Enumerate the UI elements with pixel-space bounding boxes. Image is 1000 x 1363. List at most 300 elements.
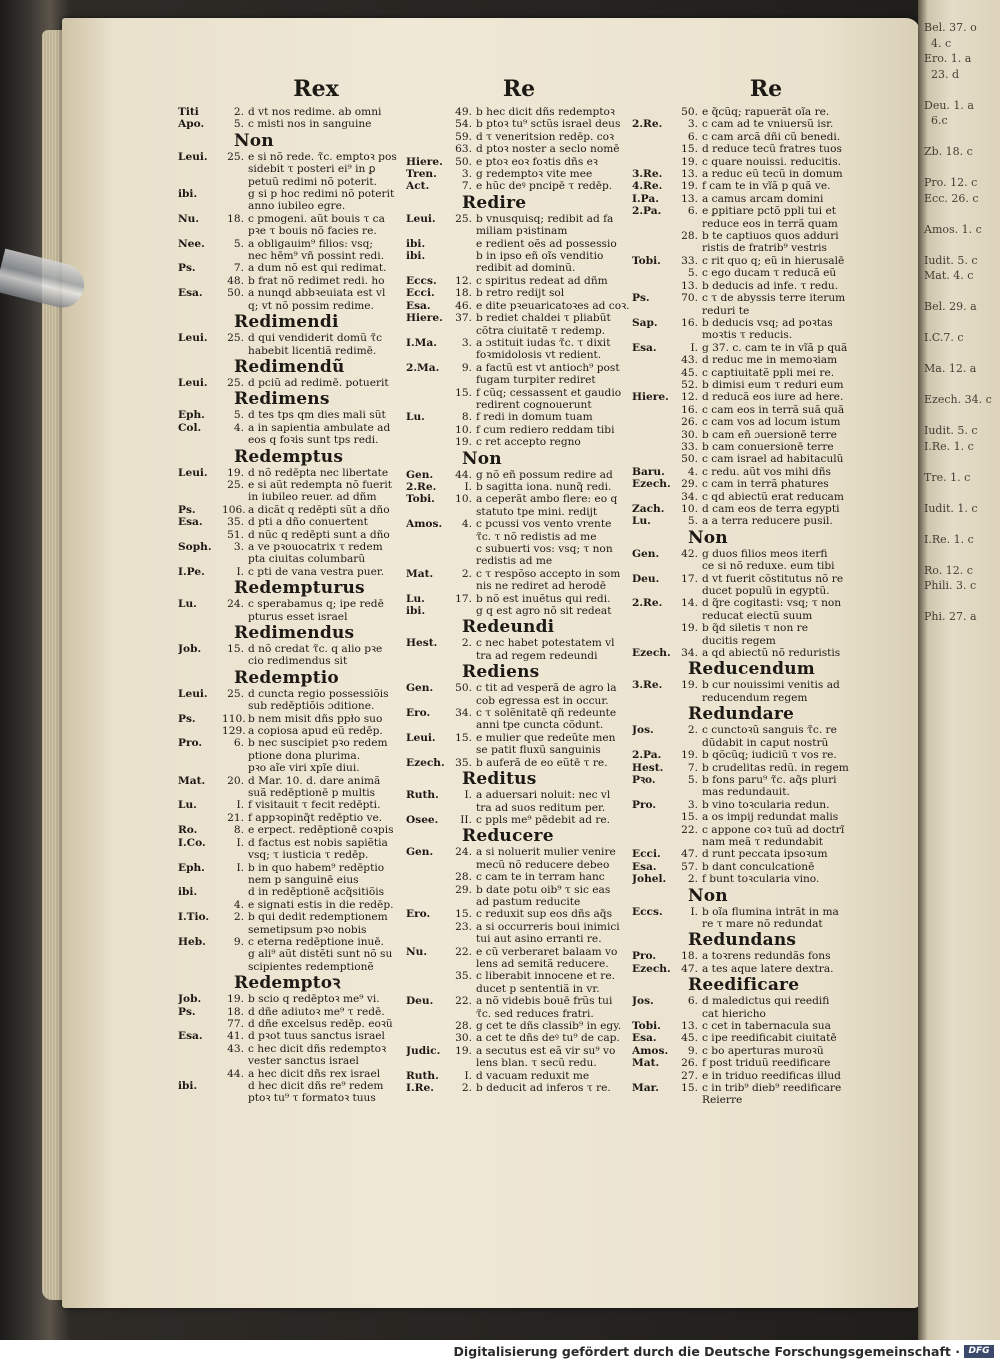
quotation-text: d dñe adiutoꝛ me⁹ τ redē. xyxy=(248,1005,385,1018)
quotation-text: a si occurreris boui inimici xyxy=(476,920,620,933)
chapter-number: 13. xyxy=(681,168,698,181)
book-reference: Ps. xyxy=(178,503,196,516)
quotation-text: c subuerti vos: vsq; τ non xyxy=(476,543,613,555)
quotation-text: b ptoꝛ tu⁹ sctũs israel deus xyxy=(476,118,621,131)
book-reference xyxy=(406,118,450,130)
book-reference xyxy=(406,1057,450,1069)
chapter-number: 3. xyxy=(461,336,472,349)
quotation-text: nec hēm⁹ vñ possint redi. xyxy=(248,250,385,263)
column-3 xyxy=(632,72,860,1107)
concordance-line xyxy=(178,862,404,874)
chapter-number: 34. xyxy=(681,490,698,503)
chapter-number: 19. xyxy=(455,436,472,449)
chapter-number xyxy=(450,1057,476,1069)
book-reference xyxy=(406,958,450,970)
concordance-line xyxy=(406,180,632,192)
quotation-text: c cam ad te vniuersũ isr. xyxy=(702,118,834,131)
book-reference xyxy=(178,750,222,762)
chapter-number xyxy=(450,802,476,814)
quotation-text: f appꝛopinq̃t redēptio ve. xyxy=(248,811,383,824)
book-reference: Nee. xyxy=(178,237,205,250)
concordance-line xyxy=(632,515,860,527)
quotation-text: b vino toꝛcularia redun. xyxy=(702,798,830,811)
chapter-number: 18. xyxy=(227,1005,244,1018)
book-reference xyxy=(632,305,676,317)
chapter-number: 2. xyxy=(233,106,244,118)
book-reference xyxy=(406,580,450,592)
headword: Redimendi xyxy=(234,312,339,333)
chapter-number: 16. xyxy=(681,316,698,329)
quotation-text: f post triduũ reedificare xyxy=(702,1057,831,1070)
concordance-line xyxy=(632,193,860,205)
quotation-text: b q̃d siletis τ non re xyxy=(702,622,808,635)
quotation-text: eos q foꝛis sunt tps redi. xyxy=(248,434,379,447)
chapter-number: 13. xyxy=(681,279,698,292)
book-reference: Leui. xyxy=(178,687,208,700)
chapter-number xyxy=(676,1008,702,1020)
concordance-line xyxy=(632,441,860,453)
concordance-line xyxy=(178,151,404,163)
book-reference xyxy=(406,933,450,945)
chapter-number xyxy=(676,560,702,572)
concordance-line xyxy=(406,493,632,505)
book-reference: Jos. xyxy=(632,724,654,737)
book-reference: Pro. xyxy=(632,798,657,811)
book-reference xyxy=(178,163,222,175)
chapter-number: 43. xyxy=(681,354,698,367)
concordance-line xyxy=(632,131,860,143)
chapter-number xyxy=(676,836,702,848)
book-reference xyxy=(632,560,676,572)
quotation-text: d Mar. 10. d. dare animã xyxy=(248,774,381,787)
concordance-line xyxy=(178,409,404,421)
book-reference: Esa. xyxy=(406,299,431,312)
chapter-number: 2. xyxy=(461,567,472,580)
book-reference xyxy=(178,225,222,237)
book-reference: Sap. xyxy=(632,316,658,329)
chapter-number xyxy=(450,262,476,274)
quotation-text: a ceperãt ambo flere: eo q xyxy=(476,493,618,506)
book-reference xyxy=(632,635,676,647)
book-reference: Titi xyxy=(178,106,199,118)
concordance-line xyxy=(406,1020,632,1032)
book-reference xyxy=(406,225,450,237)
book-reference xyxy=(632,622,676,634)
book-reference: Leui. xyxy=(178,332,208,345)
book-reference xyxy=(632,367,676,379)
book-reference xyxy=(406,262,450,274)
quotation-text: d tes tps qm dies mali sũt xyxy=(248,409,386,422)
chapter-number: 44. xyxy=(227,1067,244,1080)
concordance-line xyxy=(406,531,632,543)
quotation-text: g redemptoꝛ vite mee xyxy=(476,168,593,181)
concordance-line xyxy=(632,367,860,379)
chapter-number: I. xyxy=(690,341,698,354)
book-reference xyxy=(632,692,676,704)
quotation-text: d ptoꝛ noster a seclo nomē xyxy=(476,143,620,156)
quotation-text: c qd abiectũ erat reducam xyxy=(702,490,844,503)
concordance-line xyxy=(406,732,632,744)
concordance-line xyxy=(178,725,404,737)
book-reference xyxy=(406,424,450,436)
book-reference: Eccs. xyxy=(632,905,663,918)
quotation-text: c spiritus redeat ad dñm xyxy=(476,274,608,287)
concordance-line xyxy=(178,541,404,553)
quotation-text: d factus est nobis sapiẽtia xyxy=(248,836,388,849)
chapter-number: 6. xyxy=(233,737,244,750)
chapter-number xyxy=(450,983,476,995)
concordance-line xyxy=(632,466,860,478)
concordance-line xyxy=(406,325,632,337)
concordance-line xyxy=(406,859,632,871)
chapter-number: 5. xyxy=(687,267,698,280)
chapter-number: 18. xyxy=(227,212,244,225)
book-reference xyxy=(178,849,222,861)
quotation-text: c misti nos in sanguine xyxy=(248,118,372,131)
book-reference xyxy=(178,1018,222,1030)
quotation-text: c hec dicit dñs redemptoꝛ xyxy=(248,1042,387,1055)
concordance-line xyxy=(632,679,860,691)
facing-page xyxy=(918,0,1000,1340)
book-reference: I.Pe. xyxy=(178,565,205,578)
quotation-text: d cam eos de terra egypti xyxy=(702,503,840,515)
running-head: Re xyxy=(502,76,536,102)
chapter-number xyxy=(222,948,248,960)
concordance-line xyxy=(632,143,860,155)
book-reference: Amos. xyxy=(406,518,443,531)
book-reference xyxy=(406,1032,450,1044)
quotation-text: d vt nos redime. ab omni xyxy=(248,106,382,118)
quotation-text: fugam turpiter rediret xyxy=(476,374,596,387)
concordance-line xyxy=(406,436,632,448)
quotation-text: cob egressa est in occur. xyxy=(476,694,609,707)
chapter-number: 33. xyxy=(681,440,698,453)
book-reference: Ro. xyxy=(178,824,198,837)
chapter-number: 18. xyxy=(455,287,472,300)
book-reference xyxy=(178,961,222,973)
chapter-number: 14. xyxy=(681,597,698,610)
quotation-text: a qd abiectũ nõ reduristis xyxy=(702,647,841,660)
quotation-text: in iubileo reuer. ad dñm xyxy=(248,491,377,504)
concordance-line xyxy=(632,811,860,823)
chapter-number xyxy=(450,250,476,262)
book-reference xyxy=(632,379,676,391)
chapter-number: 15. xyxy=(681,811,698,824)
chapter-number xyxy=(676,786,702,798)
chapter-number: 106. xyxy=(222,503,246,516)
quotation-text: ducitis regem xyxy=(702,634,776,647)
chapter-number: I. xyxy=(236,861,244,874)
concordance-line xyxy=(406,637,632,649)
book-reference: Hest. xyxy=(406,637,438,650)
headword: Non xyxy=(234,130,274,151)
quotation-text: b nec suscipiet pꝛo redem xyxy=(248,737,388,750)
headword: Redemptio xyxy=(234,667,339,688)
quotation-text: pꝛe τ bouis nõ facies re. xyxy=(248,225,377,238)
quotation-text: re τ mare nõ redundat xyxy=(702,917,823,930)
chapter-number: 26. xyxy=(681,1057,698,1070)
concordance-line xyxy=(178,262,404,274)
concordance-line xyxy=(178,948,404,960)
quotation-text: c ipe reedificabit ciuitatē xyxy=(702,1032,837,1045)
chapter-number: 22. xyxy=(455,945,472,958)
chapter-number xyxy=(450,933,476,945)
headword: Rediens xyxy=(462,662,540,683)
concordance-line xyxy=(406,719,632,731)
chapter-number: I. xyxy=(464,1069,472,1082)
quotation-text: b date potu oib⁹ τ sic eas xyxy=(476,883,611,896)
chapter-number xyxy=(676,242,702,254)
quotation-text: pta ciuitas columbarũ xyxy=(248,553,366,566)
concordance-line xyxy=(632,267,860,279)
book-reference xyxy=(406,970,450,982)
concordance-line xyxy=(406,374,632,386)
book-reference: ibi. xyxy=(178,1080,198,1092)
concordance-line xyxy=(632,762,860,774)
quotation-text: c τ solẽnitatē qñ redeunte xyxy=(476,707,617,720)
chapter-number xyxy=(676,610,702,622)
concordance-line xyxy=(406,518,632,530)
concordance-line xyxy=(632,918,860,930)
quotation-text: a toꝛrens redundãs fons xyxy=(702,950,831,963)
book-reference xyxy=(406,1008,450,1020)
quotation-text: c cet in tabernacula sua xyxy=(702,1020,831,1032)
book-reference xyxy=(178,655,222,667)
chapter-number xyxy=(676,1094,702,1106)
quotation-text: g duos filios meos iterfi xyxy=(702,547,828,560)
chapter-number: 63. xyxy=(455,143,472,156)
book-reference: ibi. xyxy=(406,250,426,263)
quotation-text: e si aũt redempta nõ fuerit xyxy=(248,478,393,491)
concordance-line xyxy=(406,1032,632,1044)
book-reference: I.Tio. xyxy=(178,911,210,924)
chapter-number: 44. xyxy=(455,468,472,481)
book-reference xyxy=(406,325,450,337)
chapter-number: 77. xyxy=(227,1017,244,1030)
book-reference xyxy=(632,737,676,749)
book-reference xyxy=(632,131,676,143)
book-reference xyxy=(632,918,676,930)
book-reference xyxy=(632,786,676,798)
quotation-text: c reduxit sup eos dñs aq̃s xyxy=(476,908,613,921)
concordance-line xyxy=(632,774,860,786)
book-reference: Mat. xyxy=(632,1057,660,1070)
quotation-text: a tes aque latere dextra. xyxy=(702,962,834,975)
concordance-line xyxy=(632,995,860,1007)
chapter-number: 5. xyxy=(687,515,698,528)
chapter-number: 34. xyxy=(681,647,698,660)
headword: Redeundi xyxy=(462,617,555,638)
book-reference: Judic. xyxy=(406,1044,441,1057)
quotation-text: d reduce tecũ fratres tuos xyxy=(702,143,842,156)
book-reference xyxy=(178,300,222,312)
book-reference: Mar. xyxy=(632,1082,659,1095)
concordance-line xyxy=(178,188,404,200)
concordance-line xyxy=(178,1006,404,1018)
quotation-text: pꝛo aĩe viri xpĩe diui. xyxy=(248,762,360,775)
quotation-text: d dñe excelsus redēp. eoꝛũ xyxy=(248,1017,393,1030)
concordance-line xyxy=(178,700,404,712)
chapter-number xyxy=(450,238,476,250)
book-reference: Hest. xyxy=(632,761,664,774)
chapter-number: 15. xyxy=(455,731,472,744)
chapter-number: 5. xyxy=(233,118,244,131)
concordance-line xyxy=(632,635,860,647)
quotation-text: e ꝑpitiare pctõ ppli tui et xyxy=(702,205,836,218)
book-reference xyxy=(178,787,222,799)
dfg-logo[interactable]: DFG xyxy=(964,1345,994,1358)
quotation-text: e mulier que redeũte men xyxy=(476,731,616,744)
quotation-text: cat hiericho xyxy=(702,1007,766,1020)
quotation-text: b cam conuersionē terre xyxy=(702,440,834,453)
concordance-line xyxy=(632,280,860,292)
chapter-number xyxy=(450,958,476,970)
headword: Redimendus xyxy=(234,623,355,643)
book-reference xyxy=(178,924,222,936)
book-reference: Hiere. xyxy=(406,155,443,168)
book-reference xyxy=(632,156,676,168)
quotation-text: c τ de abyssis terre iterum xyxy=(702,292,846,305)
quotation-text: b retro redijt sol xyxy=(476,287,565,300)
book-reference xyxy=(178,762,222,774)
book-reference xyxy=(406,399,450,411)
concordance-line xyxy=(406,143,632,155)
concordance-line xyxy=(632,491,860,503)
concordance-line xyxy=(178,163,404,175)
quotation-text: b qui dedit redemptionem xyxy=(248,911,388,924)
book-reference xyxy=(632,453,676,465)
chapter-number: 51. xyxy=(227,528,244,541)
book-reference xyxy=(632,1094,676,1106)
chapter-number: 129. xyxy=(222,725,246,738)
book-reference xyxy=(406,896,450,908)
concordance-line xyxy=(632,218,860,230)
book-reference xyxy=(632,416,676,428)
concordance-line xyxy=(178,762,404,774)
chapter-number: 15. xyxy=(681,143,698,156)
chapter-number: 30. xyxy=(455,1032,472,1045)
quotation-text: lens blan. τ secũ redu. xyxy=(476,1057,597,1070)
chapter-number: 5. xyxy=(687,773,698,786)
book-reference xyxy=(178,200,222,212)
quotation-text: petuũ redimi nõ poterit. xyxy=(248,175,377,188)
chapter-number: 50. xyxy=(455,155,472,168)
book-reference: Esa. xyxy=(178,287,203,300)
chapter-number: 50. xyxy=(227,287,244,300)
chapter-number: 24. xyxy=(227,598,244,611)
concordance-line xyxy=(178,737,404,749)
quotation-text: ptione dona plurima. xyxy=(248,749,361,762)
concordance-line xyxy=(632,1070,860,1082)
quotation-text: d hec dicit dñs re⁹ redem xyxy=(248,1080,384,1092)
quotation-text: a a terra reducere pusil. xyxy=(702,515,833,528)
chapter-number xyxy=(222,961,248,973)
book-reference: Esa. xyxy=(632,1032,657,1045)
concordance-line xyxy=(178,799,404,811)
quotation-text: d q̃re cogitasti: vsq; τ non xyxy=(702,597,842,610)
quotation-text: reducat eiectũ suum xyxy=(702,609,813,622)
book-reference xyxy=(632,610,676,622)
chapter-number xyxy=(222,163,248,175)
quotation-text: q; vt nõ possim redime. xyxy=(248,299,374,312)
book-reference: ibi. xyxy=(406,605,426,618)
quotation-text: τ̃c. sed reduces fratri. xyxy=(476,1007,594,1020)
chapter-number: 19. xyxy=(681,679,698,692)
concordance-line xyxy=(632,737,860,749)
concordance-line xyxy=(178,924,404,936)
concordance-line xyxy=(632,1032,860,1044)
book-reference: 2.Ma. xyxy=(406,361,440,374)
quotation-text: b in ipso eñ oĩs venditio xyxy=(476,250,604,263)
chapter-number: 19. xyxy=(681,622,698,635)
book-reference xyxy=(178,1055,222,1067)
concordance-line xyxy=(406,337,632,349)
chapter-number: 24. xyxy=(455,846,472,859)
chapter-number: 3. xyxy=(687,118,698,131)
book-reference xyxy=(406,531,450,543)
quotation-text: b auferã de eo eũtē τ re. xyxy=(476,756,608,769)
quotation-text: vester sanctus israel xyxy=(248,1055,359,1068)
concordance-line xyxy=(178,566,404,578)
concordance-line xyxy=(406,555,632,567)
quotation-text: f visitauit τ fecit redēpti. xyxy=(248,799,381,812)
chapter-number: 30. xyxy=(681,428,698,441)
chapter-number: 6. xyxy=(687,130,698,143)
book-reference: Ezech. xyxy=(632,647,671,660)
concordance-line xyxy=(178,874,404,886)
concordance-line xyxy=(406,871,632,883)
chapter-number: 70. xyxy=(681,292,698,305)
headword: Redemptoꝛ xyxy=(234,973,341,994)
concordance-line xyxy=(406,275,632,287)
chapter-number xyxy=(450,580,476,592)
book-reference: Esa. xyxy=(178,1030,203,1043)
quotation-text: d reducã eos iure ad here. xyxy=(702,391,844,404)
quotation-text: c quare nouissi. reducitis. xyxy=(702,155,842,168)
concordance-line xyxy=(406,469,632,481)
chapter-number xyxy=(450,531,476,543)
book-reference: Ezech. xyxy=(632,962,671,975)
chapter-number xyxy=(676,918,702,930)
chapter-number xyxy=(450,896,476,908)
concordance-line xyxy=(178,643,404,655)
book-reference xyxy=(632,836,676,848)
book-reference xyxy=(406,1020,450,1032)
concordance-line xyxy=(632,168,860,180)
chapter-number: 13. xyxy=(681,192,698,205)
quotation-text: vsq; τ iusticia τ redēp. xyxy=(248,849,369,862)
concordance-line xyxy=(632,560,860,572)
book-reference: Ezech. xyxy=(632,478,671,491)
quotation-text: c pti de vana vestra puer. xyxy=(248,565,385,578)
quotation-text: ce si nõ reduxe. eum tibi xyxy=(702,560,835,573)
chapter-number xyxy=(450,325,476,337)
chapter-number xyxy=(450,555,476,567)
chapter-number xyxy=(450,374,476,386)
book-reference: ibi. xyxy=(178,886,198,899)
book-reference: Hiere. xyxy=(406,312,443,325)
headword: Non xyxy=(688,527,728,548)
book-reference: Ps. xyxy=(178,262,196,275)
book-reference: Esa. xyxy=(632,341,657,354)
quotation-text: g q est agro nõ sit redeat xyxy=(476,605,612,618)
book-reference xyxy=(406,374,450,386)
concordance-line xyxy=(178,275,404,287)
concordance-line xyxy=(406,1057,632,1069)
chapter-number: 12. xyxy=(681,391,698,404)
book-reference: Tobi. xyxy=(632,1020,661,1032)
concordance-line xyxy=(406,156,632,168)
